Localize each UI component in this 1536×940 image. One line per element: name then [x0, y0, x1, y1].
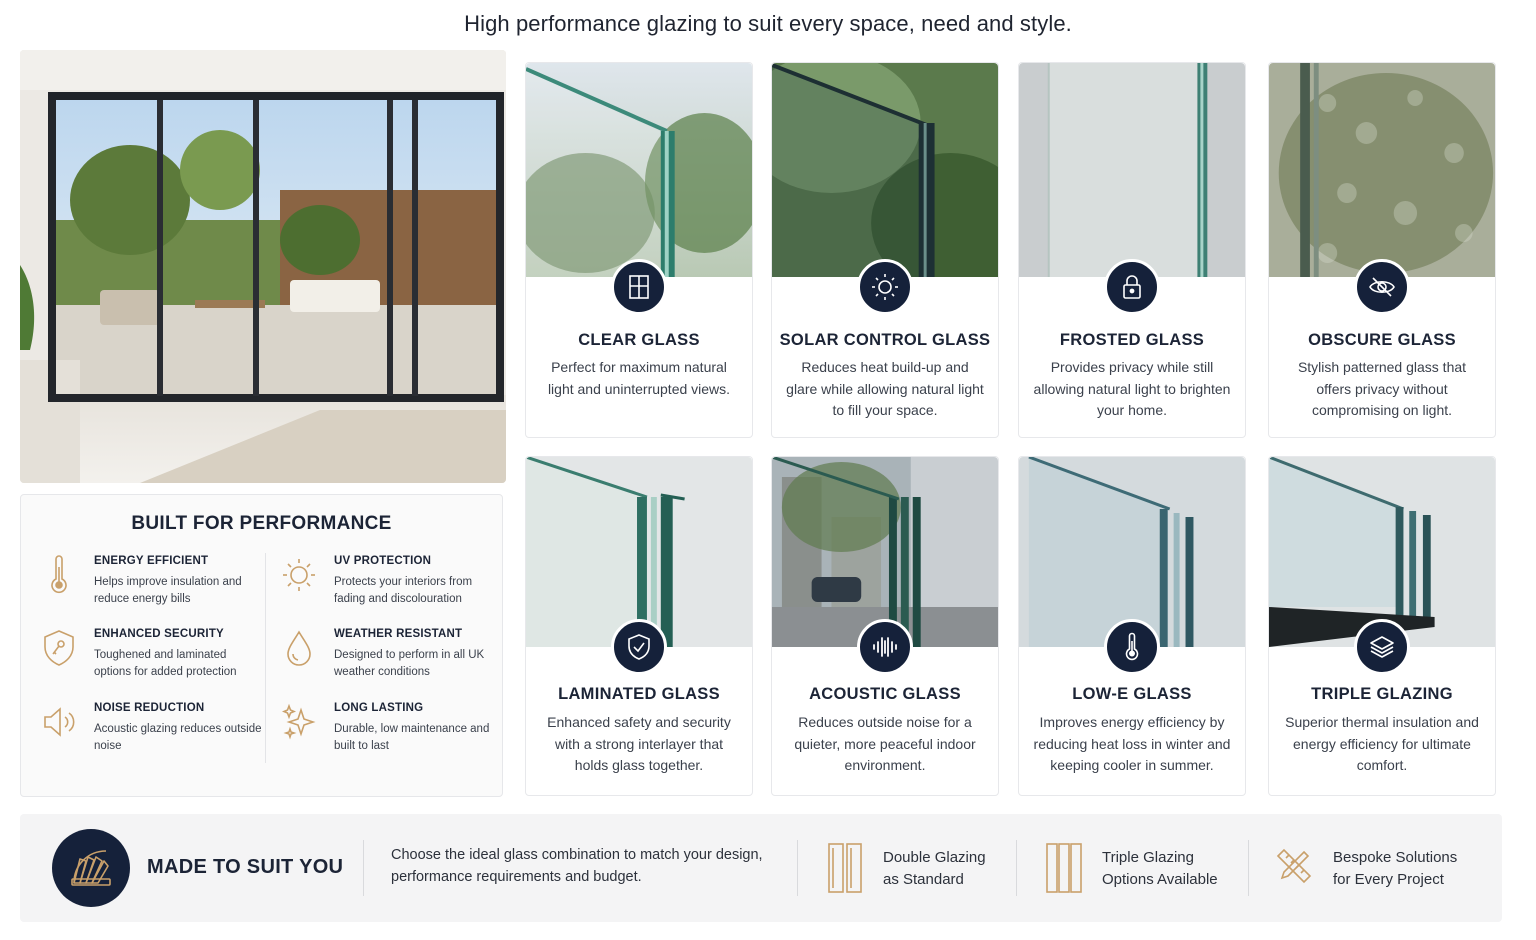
solar-control-glass-image	[772, 63, 998, 277]
glass-card-acoustic[interactable]	[771, 456, 999, 796]
bar-desc: Choose the ideal glass combination to match your design, performance requirements and budget.	[391, 847, 763, 885]
made-to-suit-bar	[20, 814, 1502, 922]
card-desc: Reduces outside noise for a quieter, more peaceful indoor environment.	[794, 714, 976, 773]
glass-card-triple-glazing[interactable]	[1268, 456, 1496, 796]
option-double-glazing	[883, 847, 1053, 890]
glass-card-frosted[interactable]	[1018, 62, 1246, 438]
performance-title: BUILT FOR PERFORMANCE	[131, 513, 392, 534]
feature-energy-efficient	[41, 555, 261, 615]
ruler-pencil-icon	[1274, 840, 1314, 896]
glass-card-clear[interactable]	[525, 62, 753, 438]
feature-title: ENHANCED SECURITY	[94, 628, 224, 640]
feature-desc: Acoustic glazing reduces outside noise	[94, 723, 262, 752]
shield-check-icon	[611, 619, 667, 675]
card-title: ACOUSTIC GLASS	[809, 685, 961, 703]
speaker-icon	[41, 702, 77, 742]
card-desc: Stylish patterned glass that offers privacy without compromising on light.	[1297, 359, 1467, 418]
feature-title: LONG LASTING	[334, 702, 424, 714]
card-desc: Provides privacy while still allowing natural light to brighten your home.	[1033, 359, 1231, 418]
feature-desc: Designed to perform in all UK weather conditions	[334, 649, 485, 678]
divider	[265, 553, 266, 763]
card-desc: Reduces heat build-up and glare while allowing natural light to fill your space.	[786, 359, 984, 418]
glass-swatch-fan-icon	[52, 829, 130, 907]
feature-enhanced-security	[41, 628, 261, 688]
option-line: for Every Project	[1333, 870, 1444, 888]
double-pane-icon	[825, 840, 865, 896]
layers-icon	[1354, 619, 1410, 675]
option-line: Double Glazing	[883, 849, 986, 866]
frosted-glass-image	[1019, 63, 1245, 277]
feature-desc: Helps improve insulation and reduce energy bills	[94, 576, 242, 605]
feature-title: ENERGY EFFICIENT	[94, 555, 209, 567]
glass-card-low-e[interactable]	[1018, 456, 1246, 796]
thermometer-icon	[41, 555, 77, 595]
feature-title: NOISE REDUCTION	[94, 702, 205, 714]
glass-card-laminated[interactable]	[525, 456, 753, 796]
page-headline: High performance glazing to suit every space, need and style.	[464, 11, 1072, 36]
feature-title: UV PROTECTION	[334, 555, 432, 567]
divider	[363, 840, 364, 896]
shield-key-icon	[41, 628, 77, 668]
divider	[1248, 840, 1249, 896]
glass-card-solar-control[interactable]	[771, 62, 999, 438]
clear-glass-image	[526, 63, 752, 277]
bar-title: MADE TO SUIT YOU	[147, 856, 344, 878]
feature-long-lasting	[281, 702, 501, 762]
glass-card-obscure[interactable]	[1268, 62, 1496, 438]
card-desc: Superior thermal insulation and energy efficiency for ultimate comfort.	[1285, 714, 1479, 773]
option-line: Bespoke Solutions	[1333, 849, 1458, 866]
card-title: CLEAR GLASS	[578, 331, 700, 349]
triple-pane-icon	[1044, 840, 1084, 896]
feature-desc: Protects your interiors from fading and discolouration	[334, 576, 473, 605]
card-desc: Enhanced safety and security with a strong interlayer that holds glass together.	[547, 714, 731, 773]
divider	[1016, 840, 1017, 896]
eye-slash-icon	[1354, 259, 1410, 315]
hero-patio-door-image	[20, 50, 506, 483]
sparkle-icon	[281, 702, 317, 742]
card-title: OBSCURE GLASS	[1308, 331, 1456, 349]
option-line: as Standard	[883, 870, 964, 888]
feature-title: WEATHER RESISTANT	[334, 628, 463, 640]
feature-desc: Toughened and laminated options for added protection	[94, 649, 237, 678]
padlock-icon	[1104, 259, 1160, 315]
card-title: LAMINATED GLASS	[558, 685, 720, 703]
card-desc: Improves energy efficiency by reducing heat loss in winter and keeping cooler in summer.	[1033, 714, 1231, 773]
option-triple-glazing	[1102, 847, 1272, 890]
feature-uv-protection	[281, 555, 501, 615]
divider	[797, 840, 798, 896]
card-title: SOLAR CONTROL GLASS	[779, 331, 991, 349]
card-desc: Perfect for maximum natural light and uninterrupted views.	[547, 359, 731, 397]
performance-panel	[20, 494, 503, 797]
feature-weather-resistant	[281, 628, 501, 688]
sound-wave-icon	[857, 619, 913, 675]
card-title: FROSTED GLASS	[1059, 331, 1205, 349]
obscure-glass-image	[1269, 63, 1495, 277]
sun-icon	[857, 259, 913, 315]
feature-noise-reduction	[41, 702, 261, 762]
window-pane-icon	[611, 259, 667, 315]
thermometer-icon	[1104, 619, 1160, 675]
option-bespoke	[1333, 847, 1503, 890]
water-drop-icon	[281, 628, 317, 668]
card-title: LOW-E GLASS	[1072, 685, 1192, 703]
feature-desc: Durable, low maintenance and built to last	[334, 723, 490, 752]
card-title: TRIPLE GLAZING	[1311, 685, 1453, 703]
sun-icon	[281, 555, 317, 595]
option-line: Triple Glazing	[1102, 849, 1194, 866]
option-line: Options Available	[1102, 870, 1218, 888]
